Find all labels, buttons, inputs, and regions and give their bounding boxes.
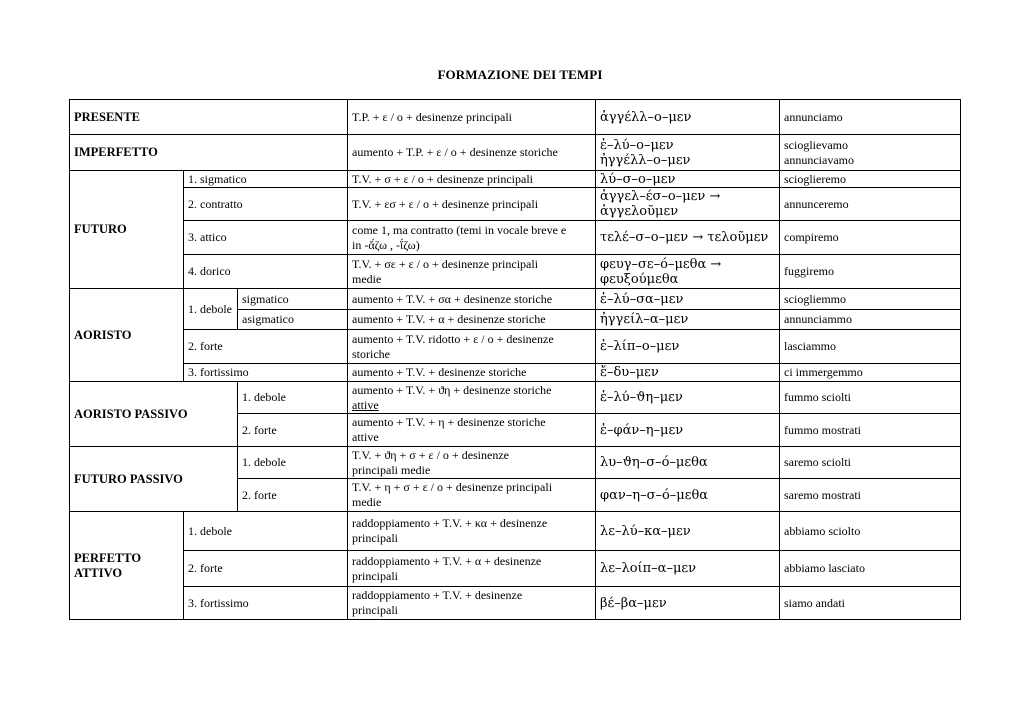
formula-line: come 1, ma contratto (temi in vocale breve e xyxy=(352,222,567,237)
greek-example: ἠγγείλ–α–μεν xyxy=(596,310,780,330)
tenses-table xyxy=(69,99,961,620)
greek-example: ἔ–δυ–μεν xyxy=(596,364,780,382)
table-row-perfetto-debole xyxy=(70,512,961,551)
tense-label-line: PERFETTO xyxy=(74,550,142,565)
subtype-label: 2. forte xyxy=(184,551,348,587)
greek-example: λυ–ϑη–σ–ό–μεθα xyxy=(596,447,780,479)
formula-line: in -ᾰ́ζω , -ῐ́ζω) xyxy=(352,237,420,252)
translation: annunciamo xyxy=(780,100,961,135)
translation: lasciammo xyxy=(780,330,961,364)
variant-label: sigmatico xyxy=(238,289,348,310)
formula-line: storiche xyxy=(352,346,390,361)
greek-example xyxy=(596,255,780,289)
translation: fuggiremo xyxy=(780,255,961,289)
table-row-futuro-dorico xyxy=(70,255,961,289)
formula-cell xyxy=(348,587,596,620)
table-row-futuro-sigmatico xyxy=(70,171,961,188)
tense-label: FUTURO xyxy=(70,171,184,289)
formula-cell: aumento + T.V. + σα + desinenze storiche xyxy=(348,289,596,310)
greek-line: ἀγγελ–έσ–ο–μεν → xyxy=(600,189,721,204)
greek-line: ἐ–λύ–ο–μεν xyxy=(600,137,674,153)
formula-line: medie xyxy=(352,495,382,509)
translation: fummo mostrati xyxy=(780,414,961,447)
table-row-aoristo-sigmatico xyxy=(70,289,961,310)
greek-example: λύ–σ–ο–μεν xyxy=(596,171,780,188)
translation: abbiamo lasciato xyxy=(780,551,961,587)
greek-example: ἐ–λύ–σα–μεν xyxy=(596,289,780,310)
subtype-label: 1. debole xyxy=(184,512,348,551)
table-row-aoristo-forte xyxy=(70,330,961,364)
subtype-label: 1. debole xyxy=(238,382,348,414)
formula-cell: aumento + T.P. + ε / ο + desinenze storiche xyxy=(348,135,596,171)
tense-label: AORISTO PASSIVO xyxy=(70,382,238,447)
formula-cell xyxy=(348,512,596,551)
formula-line: principali xyxy=(352,568,398,583)
page-title: FORMAZIONE DEI TEMPI xyxy=(437,67,603,82)
greek-example: λε–λοίπ–α–μεν xyxy=(596,551,780,587)
formula-cell xyxy=(348,382,596,414)
formula-cell xyxy=(348,414,596,447)
translation-line: annunciavamo xyxy=(784,152,854,167)
formula-line: attive xyxy=(352,397,379,412)
tense-label: IMPERFETTO xyxy=(70,135,348,171)
variant-label: asigmatico xyxy=(238,310,348,330)
formula-line: principali xyxy=(352,531,398,545)
greek-line: φευγ–σε–ό–μεθα → xyxy=(600,256,722,272)
formula-line: raddoppiamento + T.V. + κα + desinenze xyxy=(352,516,548,530)
greek-line: ἠγγέλλ–ο–μεν xyxy=(600,152,691,168)
translation: scioglieremo xyxy=(780,171,961,188)
tense-label: FUTURO PASSIVO xyxy=(70,447,238,512)
subtype-label: 4. dorico xyxy=(184,255,348,289)
translation: compiremo xyxy=(780,221,961,255)
tense-label xyxy=(70,512,184,620)
formula-cell: T.V. + σ + ε / ο + desinenze principali xyxy=(348,171,596,188)
greek-line: φευξούμεθα xyxy=(600,271,679,287)
formula-cell: T.P. + ε / ο + desinenze principali xyxy=(348,100,596,135)
formula-line: raddoppiamento + T.V. + α + desinenze xyxy=(352,553,542,568)
table-row-perfetto-fortissimo xyxy=(70,587,961,620)
formula-cell xyxy=(348,479,596,512)
table-row-imperfetto xyxy=(70,135,961,171)
subtype-label: 3. attico xyxy=(184,221,348,255)
greek-example: ἐ–λίπ–ο–μεν xyxy=(596,330,780,364)
formula-cell: T.V. + εσ + ε / ο + desinenze principali xyxy=(348,188,596,221)
formula-cell xyxy=(348,255,596,289)
tense-label: PRESENTE xyxy=(70,100,348,135)
table-row-aoristo-fortissimo xyxy=(70,364,961,382)
formula-line: attive xyxy=(352,430,379,444)
greek-example xyxy=(596,188,780,221)
tense-label: AORISTO xyxy=(70,289,184,382)
formula-cell: aumento + T.V. + desinenze storiche xyxy=(348,364,596,382)
translation: sciogliemmo xyxy=(780,289,961,310)
translation: saremo sciolti xyxy=(780,447,961,479)
translation: saremo mostrati xyxy=(780,479,961,512)
subtype-label: 2. forte xyxy=(238,414,348,447)
translation: ci immergemmo xyxy=(780,364,961,382)
greek-example xyxy=(596,135,780,171)
translation: annunciammo xyxy=(780,310,961,330)
formula-line: medie xyxy=(352,271,382,286)
formula-cell xyxy=(348,551,596,587)
subtype-label: 3. fortissimo xyxy=(184,364,348,382)
subtype-label: 3. fortissimo xyxy=(184,587,348,620)
table-row-futuro-contratto xyxy=(70,188,961,221)
tense-label-line: ATTIVO xyxy=(74,565,123,580)
greek-example: τελέ–σ–ο–μεν → τελοῦμεν xyxy=(596,221,780,255)
formula-line: aumento + T.V. + ϑη + desinenze storiche xyxy=(352,382,552,397)
formula-cell xyxy=(348,221,596,255)
formula-line: T.V. + σε + ε / ο + desinenze principali xyxy=(352,256,539,271)
formula-line: aumento + T.V. + η + desinenze storiche xyxy=(352,415,546,429)
table-row-aoristo-passivo-debole xyxy=(70,382,961,414)
translation: abbiamo sciolto xyxy=(780,512,961,551)
greek-line: ἀγγελοῦμεν xyxy=(600,204,679,219)
formula-cell xyxy=(348,447,596,479)
table-row-futuro-passivo-debole xyxy=(70,447,961,479)
table-row-presente xyxy=(70,100,961,135)
greek-example: λε–λύ–κα–μεν xyxy=(596,512,780,551)
subtype-label: 1. debole xyxy=(184,289,238,330)
translation: fummo sciolti xyxy=(780,382,961,414)
formula-line: raddoppiamento + T.V. + desinenze xyxy=(352,588,523,602)
greek-example: ἐ–λύ–ϑη–μεν xyxy=(596,382,780,414)
translation: siamo andati xyxy=(780,587,961,620)
table-row-perfetto-forte xyxy=(70,551,961,587)
subtype-label: 2. forte xyxy=(184,330,348,364)
formula-line: principali xyxy=(352,603,398,617)
translation: annunceremo xyxy=(780,188,961,221)
formula-line: T.V. + ϑη + σ + ε / ο + desinenze xyxy=(352,447,509,462)
greek-example: βέ–βα–μεν xyxy=(596,587,780,620)
formula-cell: aumento + T.V. + α + desinenze storiche xyxy=(348,310,596,330)
greek-example: ἀγγέλλ–ο–μεν xyxy=(596,100,780,135)
formula-line: T.V. + η + σ + ε / ο + desinenze principali xyxy=(352,480,553,494)
translation-line: scioglievamo xyxy=(784,137,848,152)
formula-line: principali medie xyxy=(352,462,431,477)
formula-cell xyxy=(348,330,596,364)
greek-example: ἐ–φάν–η–μεν xyxy=(596,414,780,447)
table-row-futuro-attico xyxy=(70,221,961,255)
subtype-label: 2. forte xyxy=(238,479,348,512)
subtype-label: 2. contratto xyxy=(184,188,348,221)
formula-line: aumento + T.V. ridotto + ε / ο + desinenze xyxy=(352,331,554,346)
subtype-label: 1. sigmatico xyxy=(184,171,348,188)
greek-example: φαν–η–σ–ό–μεθα xyxy=(596,479,780,512)
subtype-label: 1. debole xyxy=(238,447,348,479)
translation xyxy=(780,135,961,171)
